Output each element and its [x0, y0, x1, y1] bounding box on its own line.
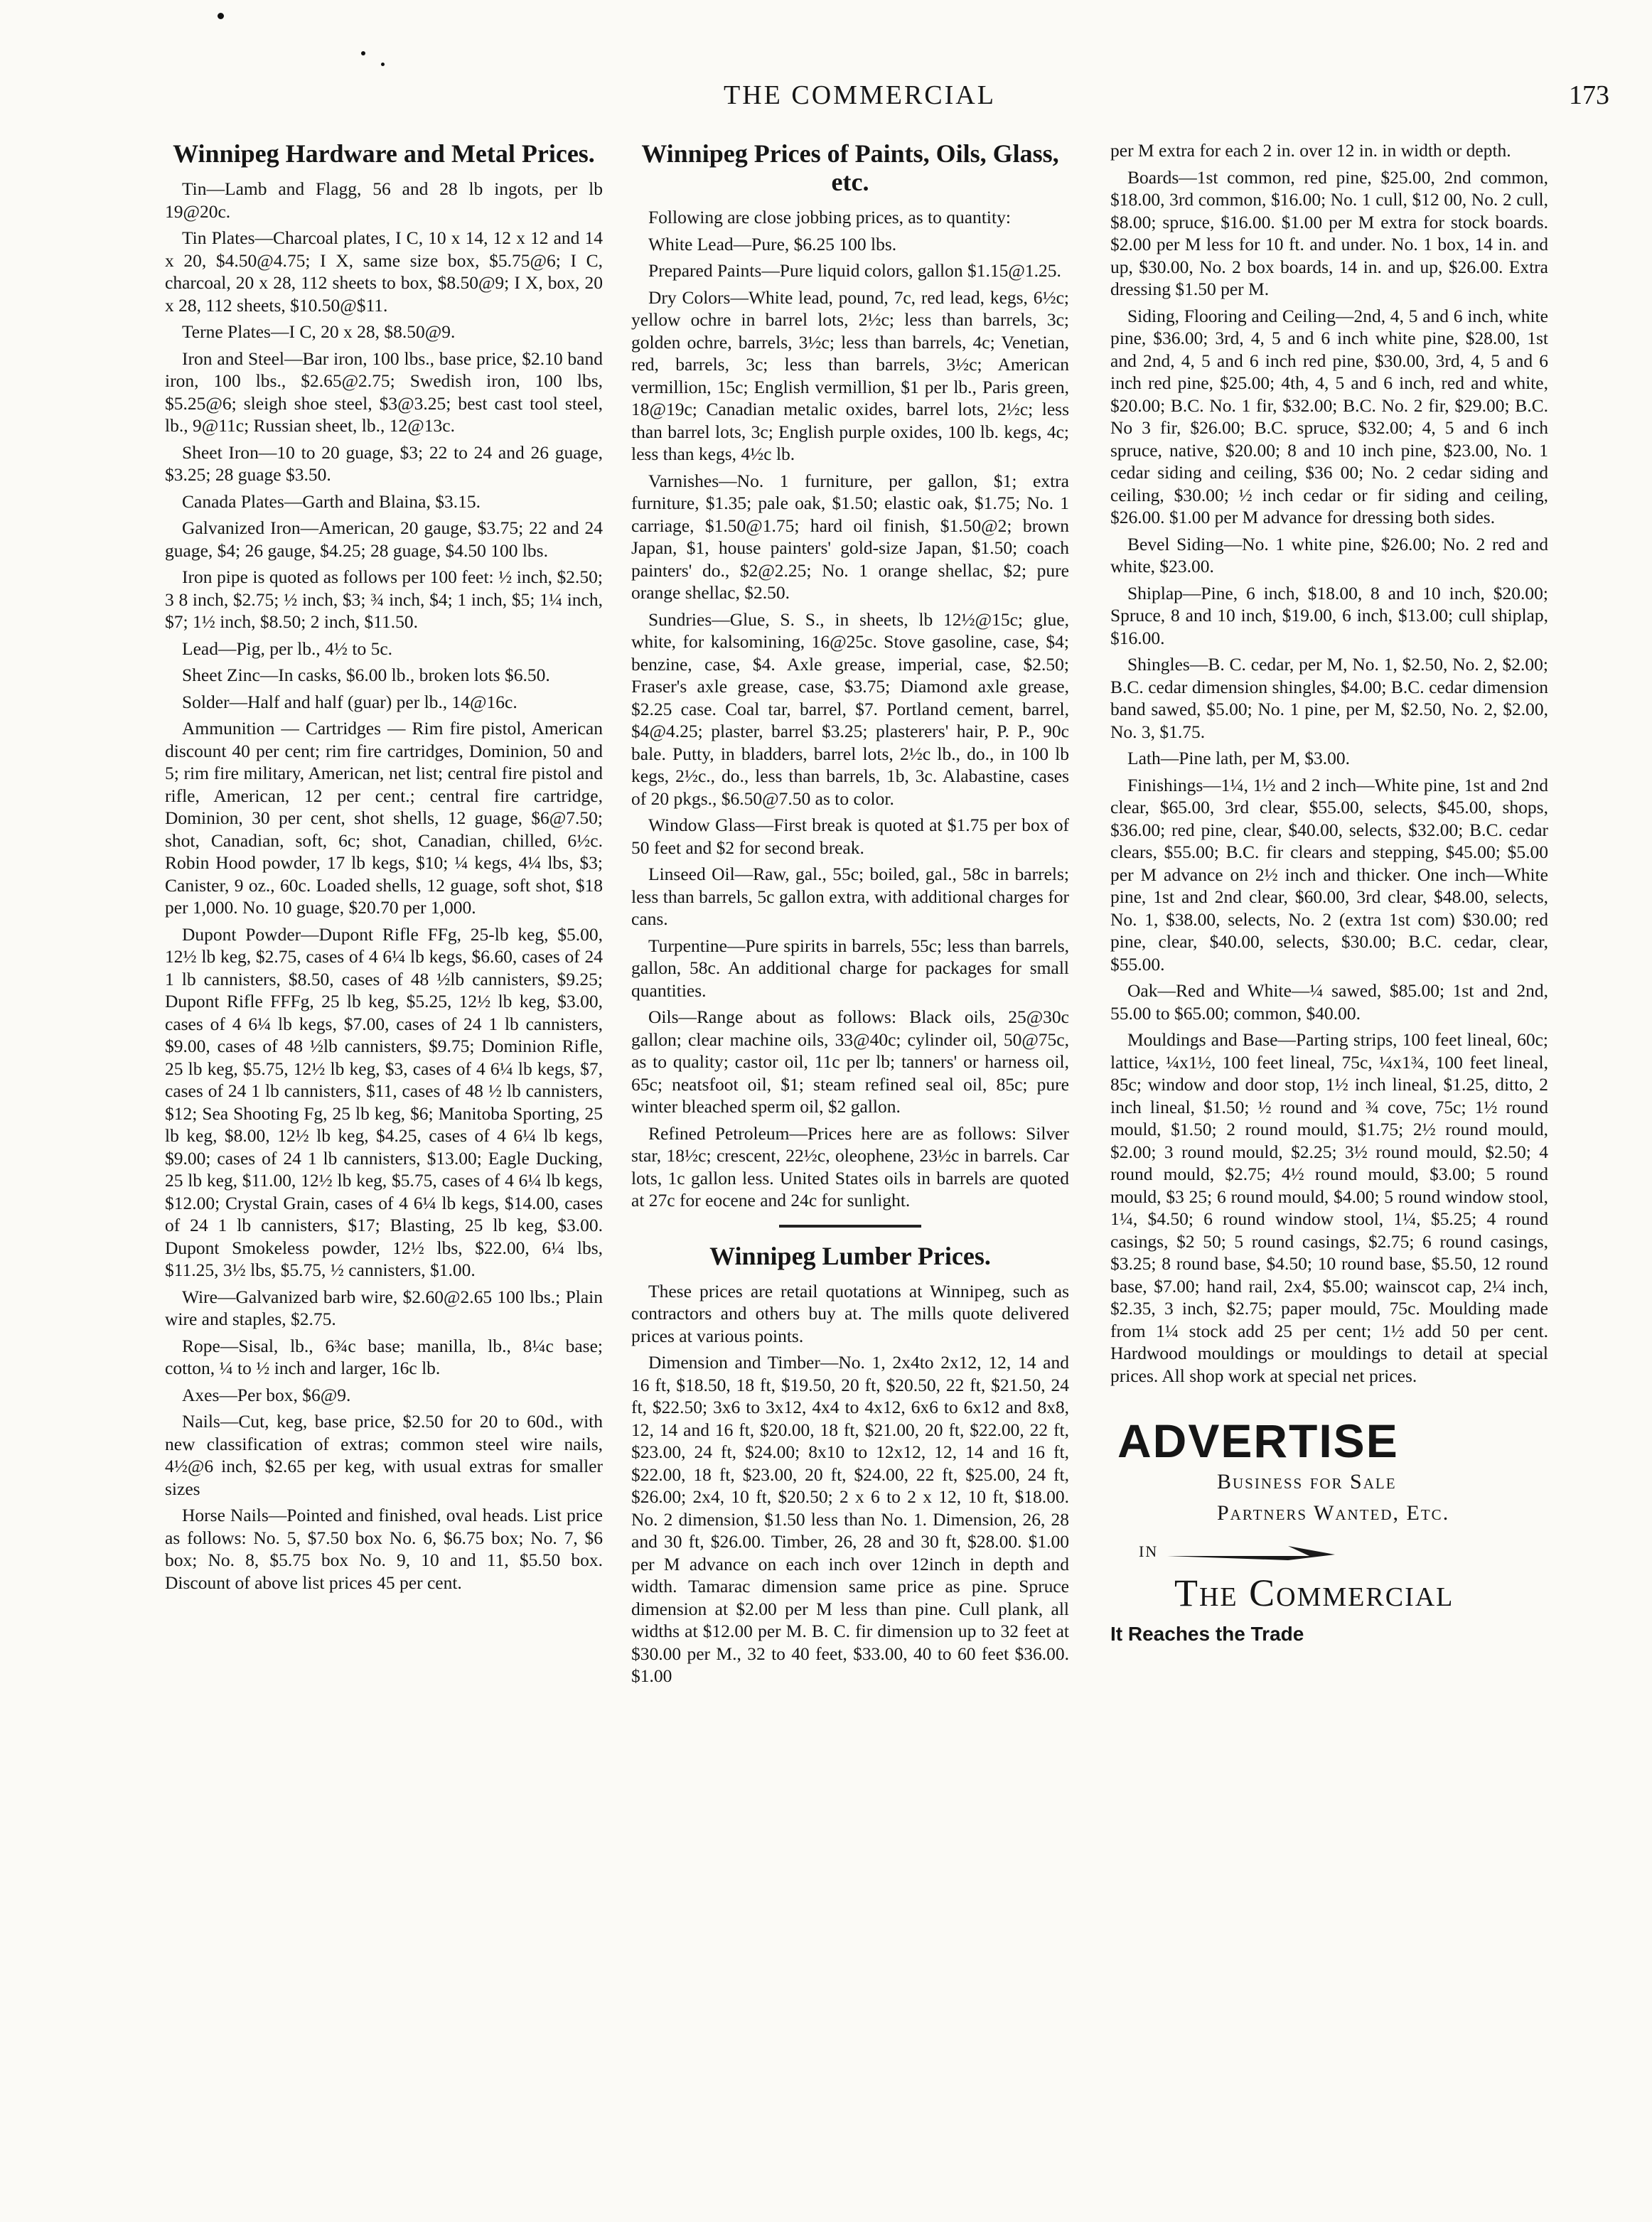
page-header — [0, 80, 1652, 122]
price-paragraph: Siding, Flooring and Ceiling—2nd, 4, 5 and 6 inch, white pine, $36.00; 3rd, 4, 5 and 6 inch white pine, $28.00, 1st and 2nd, 4, 5 and 6 inch red pine, $30.00, 3rd, 4, 5 and 6 inch red pine, $25.00; 4th, 4, 5 and 6 inch, red and white, $20.00; B.C. No. 1 fir, $32.00; B.C. No. 2 fir, $29.00; B.C. No 3 fir, $26.00; B.C. spruce, $32.00; 4, 5 and 6 inch spruce, native, $20.00; 8 and 10 inch pine, $23.00, No. 1 cedar siding and ceiling, $36 00; No. 2 cedar siding and ceiling, $30.00; ½ inch cedar or fir siding and ceiling, $26.00. $1.00 per M advance for dressing both sides. — [1110, 305, 1548, 527]
price-paragraph: Prepared Paints—Pure liquid colors, gallon $1.15@1.25. — [648, 260, 1061, 281]
ad-publication-name: The Commercial — [1174, 1572, 1454, 1614]
price-paragraph: Bevel Siding—No. 1 white pine, $26.00; No. 2 red and white, $23.00. — [1110, 533, 1548, 576]
price-paragraph: Following are close jobbing prices, as to quantity: — [648, 207, 1011, 227]
price-paragraph: Tin Plates—Charcoal plates, I C, 10 x 14, 12 x 12 and 14 x 20, $4.50@4.75; I X, same size box, $5.75@6; I C, charcoal, 20 x 28, 112 sheets to box, $8.50@9; I X, box, 20 x 28, 112 sheets, $10.50@$11. — [165, 227, 603, 316]
price-paragraph: Sheet Iron—10 to 20 guage, $3; 22 to 24 and 26 guage, $3.25; 28 guage $3.50. — [165, 441, 603, 485]
ad-in-row — [1110, 1536, 1548, 1567]
price-paragraph: Oak—Red and White—¼ sawed, $85.00; 1st and 2nd, 55.00 to $65.00; common, $40.00. — [1110, 980, 1548, 1024]
price-paragraph: Ammunition — Cartridges — Rim fire pistol, American discount 40 per cent; rim fire cartridges, Dominion, 50 and 5; rim fire military, American, net list; central fire pistol and rifle, American, 12 per cent.; central fire cartridge, Dominion, 30 per cent, shot shells, 12 guage, $6@7.50; shot, Canadian, soft, 6c; shot, Canadian, chilled, 6½c. Robin Hood powder, 17 lb kegs, $10; ¼ kegs, 4¼ lbs, $3; Canister, 9 oz., 60c. Loaded shells, 12 guage, soft shot, $18 per 1,000. No. 10 guage, $20.70 per 1,000. — [165, 718, 603, 918]
price-paragraph: Oils—Range about as follows: Black oils, 25@30c gallon; clear machine oils, 33@40c; cylinder oil, 50@75c, as to quality; castor oil, 11c per lb; tanners' or harness oil, 65c; neatsfoot oil, $1; steam refined seal oil, 85c; pure winter bleached sperm oil, $2 gallon. — [631, 1007, 1069, 1117]
scan-speck — [218, 13, 224, 19]
ad-tagline: It Reaches the Trade — [1110, 1623, 1304, 1645]
price-paragraph: Varnishes—No. 1 furniture, per gallon, $1; extra furniture, $1.35; pale oak, $1.50; elastic oak, $1.75; No. 1 carriage, $1.50@1.75; hard oil finish, $1.50@2; brown Japan, $1, house painters' gold-size Japan, $1.50; coach painters' do., $2@2.25; No. 1 orange shellac, $2; pure orange shellac, $2.50. — [631, 470, 1069, 603]
ad-in-word: IN — [1139, 1542, 1159, 1560]
price-paragraph: Iron and Steel—Bar iron, 100 lbs., base price, $2.10 band iron, 100 lbs., $2.65@2.75; Swedish iron, 100 lbs, $5.25@6; sleigh shoe steel, $3@3.25; best cast tool steel, lb., 9@11c; Russian sheet, lb., 12@13c. — [165, 348, 603, 436]
price-paragraph: Wire—Galvanized barb wire, $2.60@2.65 100 lbs.; Plain wire and staples, $2.75. — [165, 1286, 603, 1329]
column-lumber-continued — [1110, 139, 1548, 1646]
ad-line-business: Business for Sale — [1217, 1470, 1397, 1493]
ad-headline: ADVERTISE — [1117, 1415, 1399, 1467]
price-paragraph: Galvanized Iron—American, 20 gauge, $3.75; 22 and 24 guage, $4; 26 gauge, $4.25; 28 guage, $4.50 100 lbs. — [165, 517, 603, 561]
price-paragraph: Iron pipe is quoted as follows per 100 feet: ½ inch, $2.50; 3 8 inch, $2.75; ½ inch, $3; ¾ inch, $4; 1 inch, $5; 1¼ inch, $7; 1½ inch, $8.50; 2 inch, $11.50. — [165, 567, 603, 632]
price-paragraph: Sundries—Glue, S. S., in sheets, lb 12½@15c; glue, white, for kalsomining, 16@25c. Stove gasoline, case, $4; benzine, case, $4. Axle grease, imperial, case, $2.50; Fraser's axle grease, case, $3.75; Diamond axle grease, $2.25 case. Coal tar, barrel, $7. Portland cement, barrel, $4@4.25; plaster, barrel $3.25; plasterers' hair, P. P., 90c bale. Putty, in bladders, barrel lots, 2½c lb., do., in 100 lb kegs, 2½c., do., less than barrels, 1b, 3c. Alabastine, cases of 20 pkgs., $6.50@7.50 as to color. — [631, 608, 1069, 809]
price-paragraph: Turpentine—Pure spirits in barrels, 55c; less than barrels, gallon, 58c. An additional charge for packages for small quantities. — [631, 935, 1069, 1001]
price-paragraph: per M extra for each 2 in. over 12 in. in width or depth. — [1110, 140, 1511, 161]
page-number: 173 — [1569, 80, 1609, 110]
scan-speck — [381, 63, 385, 66]
price-paragraph: Tin—Lamb and Flagg, 56 and 28 lb ingots, per lb 19@20c. — [165, 178, 603, 222]
price-paragraph: Lead—Pig, per lb., 4½ to 5c. — [182, 638, 393, 659]
price-paragraph: Canada Plates—Garth and Blaina, $3.15. — [182, 490, 481, 512]
price-paragraph: Lath—Pine lath, per M, $3.00. — [1127, 748, 1351, 768]
price-paragraph: Terne Plates—I C, 20 x 28, $8.50@9. — [182, 321, 456, 342]
price-paragraph: Window Glass—First break is quoted at $1.75 per box of 50 feet and $2 for second break. — [631, 815, 1069, 858]
section-title-paints: Winnipeg Prices of Paints, Oils, Glass, etc. — [641, 139, 1059, 196]
advertisement — [1110, 1415, 1548, 1646]
price-paragraph: These prices are retail quotations at Winnipeg, such as contractors and others buy at. The mills quote delivered prices at various points. — [631, 1280, 1069, 1346]
price-paragraph: Boards—1st common, red pine, $25.00, 2nd common, $18.00, 3rd common, $16.00; No. 1 cull, $12 00, No. 2 cull, $8.00; spruce, $16.00. $1.00 per M extra for stock boards. $2.00 per M less for 10 ft. and under. No. 1 box, 14 in. and up, $30.00, No. 2 box boards, 14 in. and up, $26.00. Extra dressing $1.50 per M. — [1110, 166, 1548, 299]
price-paragraph: Solder—Half and half (guar) per lb., 14@16c. — [182, 691, 517, 712]
price-paragraph: Horse Nails—Pointed and finished, oval heads. List price as follows: No. 5, $7.50 box No. 6, $6.75 box; No. 7, $6 box; No. 8, $5.75 box No. 9, 10 and 11, $5.50 box. Discount of above list prices 45 per cent. — [165, 1505, 603, 1593]
price-paragraph: White Lead—Pure, $6.25 100 lbs. — [648, 233, 897, 254]
scan-speck — [361, 51, 365, 55]
price-paragraph: Shiplap—Pine, 6 inch, $18.00, 8 and 10 inch, $20.00; Spruce, 8 and 10 inch, $19.00, 6 inch, $13.00; cull shiplap, $16.00. — [1110, 582, 1548, 648]
price-paragraph: Dry Colors—White lead, pound, 7c, red lead, kegs, 6½c; yellow ochre in barrel lots, 2½c; less than barrels, 3c; golden ochre, barrels, 3½c; less than barrels, 4c; Venetian, red, barrels, 3c; less than barrels, 3½c; American vermillion, 15c; English vermillion, $1 per lb., Paris green, 18@19c; Canadian metalic oxides, barrel lots, 2½c; less than barrel lots, 3c; English purple oxides, 100 lb. kegs, 4c; less than kegs, 4½c lb. — [631, 286, 1069, 464]
ad-line-partners: Partners Wanted, Etc. — [1217, 1501, 1450, 1525]
price-paragraph: Dimension and Timber—No. 1, 2x4to 2x12, 12, 14 and 16 ft, $18.50, 18 ft, $19.50, 20 ft, $20.50, 22 ft, $21.50, 24 ft, $22.50; 3x6 to 3x12, 4x4 to 4x12, 6x6 to 6x12 and 8x8, 12, 14 and 16 ft, $20.00, 18 ft, $21.00, 20 ft, $22.00, 22 ft, $23.00, 24 ft, $24.00; 8x10 to 12x12, 12, 14 and 16 ft, $22.00, 18 ft, $23.00, 20 ft, $24.00, 22 ft, $25.00, 24 ft, $26.00; 2x4, 10 ft, $20.50; 2 x 6 to 2 x 12, 10 ft, $18.00. No. 2 dimension, $1.50 less than No. 1. Dimension, 26, 28 and 30 ft, $26.00. Timber, 26, 28 and 30 ft, $28.00. $1.00 per M advance on each inch over 12inch in depth and width. Tamarac dimension same price as pine. Spruce dimension at $2.00 per M less than pine. Cull plank, all widths at $12.00 per M. B. C. fir dimension up to 32 feet at $30.00 per M., 32 to 40 feet, $33.00, 40 to 60 feet $36.00. $1.00 — [631, 1352, 1069, 1686]
price-paragraph: Shingles—B. C. cedar, per M, No. 1, $2.50, No. 2, $2.00; B.C. cedar dimension shingles, $4.00; B.C. cedar dimension band sawed, $5.00; No. 1 pine, per M, $2.50, No. 2, $2.00, No. 3, $1.75. — [1110, 654, 1548, 742]
price-paragraph: Nails—Cut, keg, base price, $2.50 for 20 to 60d., with new classification of extras; common steel wire nails, 4½@6 inch, $2.65 per keg, with usual extras for smaller sizes — [165, 1411, 603, 1499]
price-paragraph: Finishings—1¼, 1½ and 2 inch—White pine, 1st and 2nd clear, $65.00, 3rd clear, $55.00, selects, $45.00, shops, $36.00; red pine, clear, $40.00, selects, $32.00; B.C. cedar clears, $55.00; B.C. fir clears and stepping, $45.00; $5.00 per M advance on 2½ inch and thicker. One inch—White pine, 1st and 2nd clear, $60.00, 3rd clear, $48.00, selects, No. 1, $38.00, selects, No. 2 (extra 1st com) $30.00; red pine, clear, $40.00, selects, $30.00; B.C. cedar, clear, $55.00. — [1110, 774, 1548, 975]
pointing-arrow-icon — [1167, 1542, 1338, 1563]
price-paragraph: Dupont Powder—Dupont Rifle FFg, 25-lb keg, $5.00, 12½ lb keg, $2.75, cases of 4 6¼ lb kegs, $6.60, cases of 24 1 lb cannisters, $8.50, cases of 48 ½lb cannisters, $9.25; Dupont Rifle FFFg, 25 lb keg, $5.25, 12½ lb keg, $3.00, cases of 4 6¼ lb kegs, $7.00, cases of 24 1 lb cannisters, $9.00, cases of 48 ½lb cannisters, $9.75; Dominion Rifle, 25 lb keg, $5.75, 12½ lb keg, $3, cases of 4 6¼ lb kegs, $7, cases of 24 1 lb cannisters, $11, cases of 48 ½ lb cannisters, $12; Sea Shooting Fg, 25 lb keg, $6; Manitoba Sporting, 25 lb keg, $8.00, 12½ lb keg, $4.25, cases of 4 6¼ lb kegs, $9.00; cases of 24 1 lb cannisters, $13.00; Eagle Ducking, 25 lb keg, $11.00, 12½ lb keg, $5.75, cases of 4 6¼ lb kegs, $12.00; Crystal Grain, cases of 4 6¼ lb kegs, $14.00, cases of 24 1 lb cannisters, $17; Blasting, 25 lb keg, $3.00. Dupont Smokeless powder, 12½ lbs, $22.00, 6¼ lbs, $11.25, 3½ lbs, $5.75, ½ cannisters, $1.00. — [165, 923, 603, 1280]
price-paragraph: Refined Petroleum—Prices here are as follows: Silver star, 18½c; crescent, 22½c, oleophene, 23½c in barrels. Car lots, 1c gallon less. United States oils in barrels are quoted at 27c for eocene and 24c for sunlight. — [631, 1122, 1069, 1211]
column-paints-lumber — [631, 139, 1069, 1692]
price-paragraph: Rope—Sisal, lb., 6¾c base; manilla, lb., 8¼c base; cotton, ¼ to ½ inch and larger, 16c lb. — [165, 1335, 603, 1378]
column-hardware-metal — [165, 139, 603, 1598]
price-paragraph: Axes—Per box, $6@9. — [182, 1384, 351, 1405]
price-paragraph: Mouldings and Base—Parting strips, 100 feet lineal, 60c; lattice, ¼x1½, 100 feet lineal, 75c, ¼x1¾, 100 feet lineal, 85c; window and door stop, 1½ inch lineal, $1.25, ditto, 2 inch lineal, $1.50; ½ round and ¾ cove, 75c; 1½ round mould, $1.50; 2 round mould, $1.75; 2½ round mould, $2.00; 3 round mould, $2.25; 3½ round mould, $2.50; 4 round mould, $2.75; 4½ round mould, $3.00; 5 round mould, $3 25; 6 round mould, $4.00; 5 round window stool, 1¼, $4.50; 6 round window stool, 1¼, $5.25; 4 round casings, $2 50; 5 round casings, $2.75; 6 round casings, $3.25; 8 round base, $4.50; 10 round base, $5.50, 12 round base, $7.00; hand rail, 2x4, $5.00; wainscot cap, 2¼ inch, $2.35, 3 inch, $2.75; paper mould, 75c. Moulding made from 1¼ stock add 25 per cent; 1½ add 50 per cent. Hardwood mouldings or mouldings to detail at special prices. All shop work at special net prices. — [1110, 1029, 1548, 1386]
section-title-lumber: Winnipeg Lumber Prices. — [709, 1241, 991, 1270]
running-title: THE COMMERCIAL — [724, 80, 996, 110]
price-paragraph: Sheet Zinc—In casks, $6.00 lb., broken lots $6.50. — [182, 665, 550, 685]
price-paragraph: Linseed Oil—Raw, gal., 55c; boiled, gal., 58c in barrels; less than barrels, 5c gallon extra, with additional charges for cans. — [631, 864, 1069, 929]
section-divider — [779, 1225, 921, 1228]
section-title-hardware: Winnipeg Hardware and Metal Prices. — [173, 139, 595, 168]
